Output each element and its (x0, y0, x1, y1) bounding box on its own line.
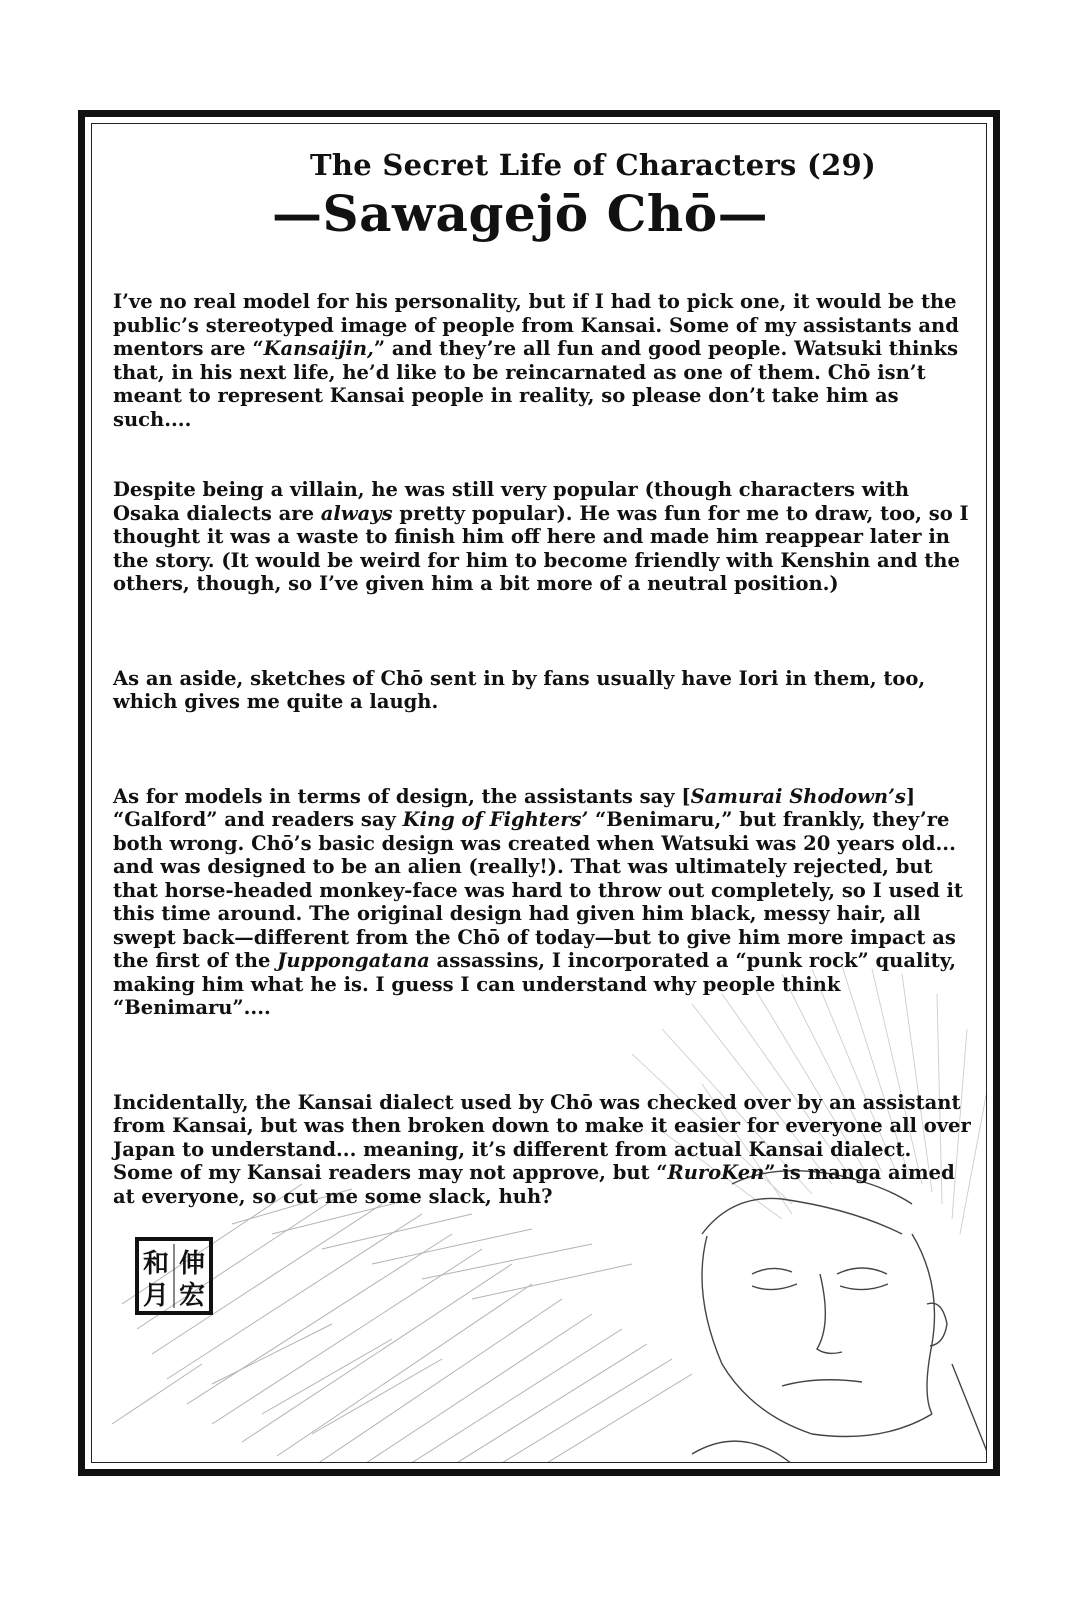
character-name-heading: —Sawagejō Chō— (272, 184, 769, 243)
emphasis-kansaijin: Kansaijin, (263, 337, 374, 360)
essay-body (113, 290, 973, 1208)
emphasis-samurai-shodown: Samurai Shodown’s (690, 784, 906, 808)
author-seal-stamp (134, 1236, 214, 1316)
seal-char: 月 (142, 1281, 170, 1311)
text-run: ] “Galford” and readers say (113, 784, 916, 831)
text-run: ” is manga aimed at everyone, so cut me some slack, huh? (113, 1161, 955, 1208)
text-run: “Benimaru,” but frankly, they’re both wrong. Chō’s basic design was created when Watsuki was 20 years old... and was designed to be an alien (really!). That was ultimately rejected, but that horse-headed monkey-face was hard to throw out completely, so I used it this time around. The original design had given him black, messy hair, all swept back—different from the Chō of today—but to give him more impact as the first of the (113, 808, 963, 972)
paragraph-popularity (113, 478, 973, 596)
background-hatching (112, 1184, 692, 1463)
text-run: ” and they’re all fun and good people. Watsuki thinks that, in his next life, he’d like to be reincarnated as one of them. Chō isn’t meant to represent Kansai people in reality, so please don’t take him as such.... (113, 337, 959, 431)
seal-char: 和 (142, 1249, 170, 1279)
emphasis-king-of-fighters: King of Fighters’ (402, 808, 589, 831)
page-title: The Secret Life of Characters (29) (310, 148, 877, 182)
text-run: As for models in terms of design, the assistants say [ (113, 784, 691, 808)
seal-char: 伸 (178, 1249, 206, 1279)
page-frame-inner (91, 123, 987, 1463)
text-run: I’ve no real model for his personality, but if I had to pick one, it would be the public’s stereotyped image of people from Kansai. Some of my assistants and mentors are “ (113, 290, 959, 360)
paragraph-fan-sketches: As an aside, sketches of Chō sent in by fans usually have Iori in them, too, which gives me quite a laugh. (113, 666, 926, 713)
text-run: Despite being a villain, he was still very popular (though characters with Osaka dialects are (113, 478, 910, 525)
emphasis-juppongatana: Juppongatana (277, 949, 430, 972)
emphasis-ruroken: RuroKen (667, 1161, 765, 1184)
page-frame (78, 110, 1000, 1476)
paragraph-design-models (113, 785, 973, 1020)
emphasis-always: always (320, 501, 393, 525)
text-run: pretty popular). He was fun for me to draw, too, so I thought it was a waste to finish him off here and made him reappear later in the story. (It would be weird for him to become friendly with Kenshin and the others, though, so I’ve given him a bit more of a neutral position.) (113, 501, 969, 595)
paragraph-personality (113, 290, 973, 431)
face-lines (692, 1171, 987, 1463)
seal-char: 宏 (178, 1281, 206, 1311)
text-run: assassins, I incorporated a “punk rock” quality, making him what he is. I guess I can understand why people think “Benimaru”.... (113, 949, 957, 1019)
paragraph-kansai-dialect (113, 1091, 973, 1209)
text-run: Incidentally, the Kansai dialect used by Chō was checked over by an assistant from Kansai, but was then broken down to make it easier for everyone all over Japan to understand... meaning, it’s different from actual Kansai dialect. Some of my Kansai readers may not approve, but “ (113, 1090, 971, 1184)
